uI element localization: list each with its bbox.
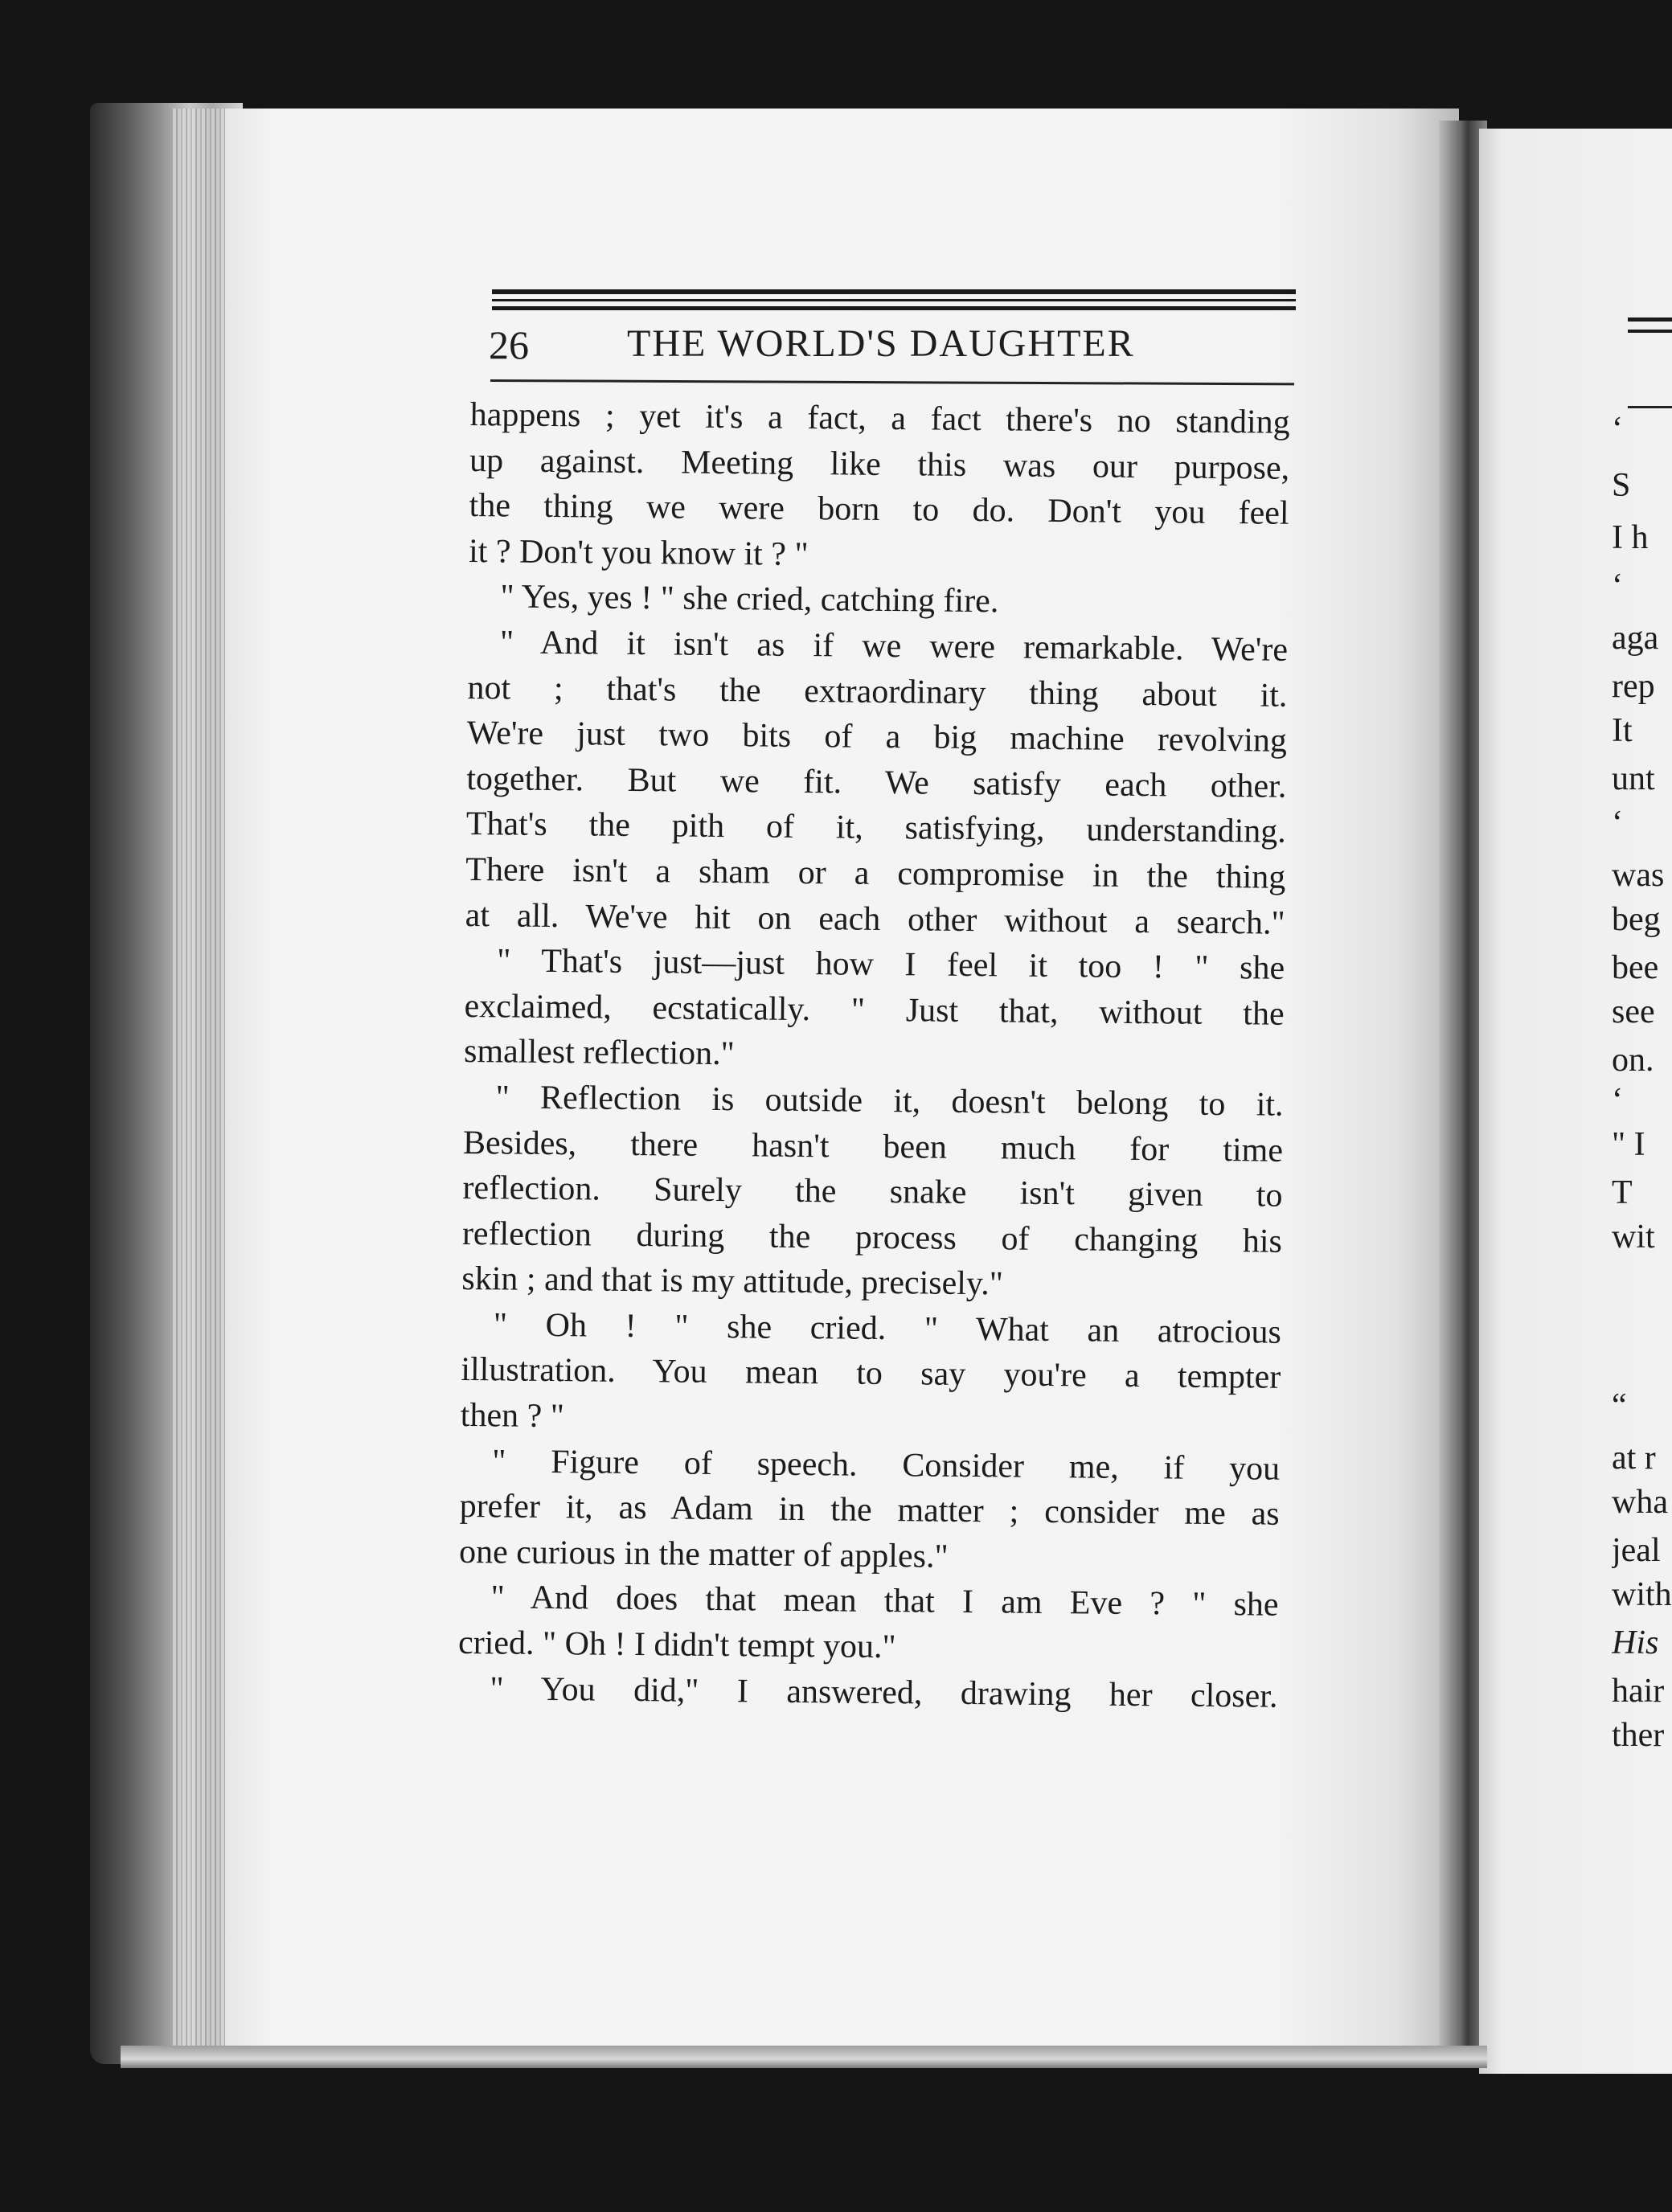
text-line: cried. " Oh ! I didn't tempt you." [457,1624,896,1666]
text-line: reflection during the process of changing his [461,1215,1283,1260]
text-line: reflection. Surely the snake isn't given to [462,1169,1283,1215]
text-line: not ; that's the extraordinary thing about it. [467,669,1288,715]
right-page-fragment: " I [1612,1126,1645,1163]
text-line: " That's just—just how I feel it too ! " she [496,942,1285,987]
right-page-header-rule [1628,330,1672,333]
right-page-fragment: ther [1612,1717,1665,1754]
right-page-fragment: T [1612,1174,1633,1211]
right-page-fragment: at r [1612,1440,1656,1477]
right-page-fragment: wit [1612,1219,1655,1256]
right-page-fragment: ‘ [1612,411,1623,448]
text-line: There isn't a sham or a compromise in the thing [465,850,1286,896]
right-page-fragment: with [1612,1576,1672,1613]
text-line: " Yes, yes ! " she cried, catching fire. [500,578,999,621]
text-line: it ? Don't you know it ? " [468,532,809,573]
text-line: smallest reflection." [463,1033,736,1073]
header-rule [492,299,1296,301]
text-line: That's the pith of it, satisfying, understanding. [465,805,1287,851]
text-line: one curious in the matter of apples." [458,1533,949,1575]
running-head: THE WORLD'S DAUGHTER [627,322,1135,365]
right-page-fragment: bee [1612,949,1659,986]
right-page-fragment: It [1612,712,1633,749]
right-page-fragment: ‘ [1612,805,1623,842]
bottom-page-edge [121,2046,1487,2068]
text-line: prefer it, as Adam in the matter ; consider me as [459,1488,1280,1533]
right-page-fragment: see [1612,993,1655,1030]
right-page-fragment: on. [1612,1042,1654,1079]
text-line: Besides, there hasn't been much for time [462,1124,1284,1169]
page-header [482,322,1302,378]
text-line: " And it isn't as if we were remarkable. We're [499,624,1289,669]
right-page-fragment: “ [1612,1387,1627,1424]
text-line: then ? " [460,1397,565,1436]
text-line: " Figure of speech. Consider me, if you [492,1442,1281,1488]
right-page-header-underline [1628,406,1672,408]
text-line: exclaimed, ecstatically. " Just that, without the [464,987,1285,1033]
body-text [457,392,1290,1719]
right-page-fragment: hair [1612,1673,1665,1710]
right-page-header-rule [1628,317,1672,322]
text-line: the thing we were born to do. Don't you feel [469,487,1289,532]
header-rule [492,306,1296,310]
right-page-fragment: jeal [1612,1532,1661,1569]
text-line: skin ; and that is my attitude, precisely." [461,1260,1004,1303]
page-number: 26 [489,322,529,367]
text-line: together. But we fit. We satisfy each other. [466,760,1287,805]
text-line: happens ; yet it's a fact, a fact there's no standing [469,395,1290,441]
right-page-fragment: unt [1612,760,1655,797]
text-line: " Reflection is outside it, doesn't belong to it. [495,1079,1284,1124]
right-page-fragment: was [1612,857,1665,894]
right-page-fragment: rep [1612,668,1655,705]
right-page-fragment: His [1612,1624,1659,1661]
right-page-fragment: I h [1612,519,1649,556]
right-page-fragment: ‘ [1612,1082,1623,1119]
header-rule [492,289,1296,294]
right-page-fragment: ‘ [1612,567,1623,604]
text-line: at all. We've hit on each other without a search." [465,896,1285,942]
page-edges [173,109,229,2054]
right-page-fragment: beg [1612,901,1661,938]
right-page-fragment: S [1612,467,1631,504]
text-line: illustration. You mean to say you're a tempter [461,1351,1281,1397]
text-line: " You did," I answered, drawing her closer. [490,1669,1278,1715]
right-page-fragment: aga [1612,620,1659,657]
text-line: We're just two bits of a big machine revolving [466,715,1288,760]
text-line: up against. Meeting like this was our purpose, [469,441,1290,487]
right-page-fragment: wha [1612,1484,1668,1521]
text-line: " And does that mean that I am Eve ? " she [490,1579,1279,1624]
text-line: " Oh ! " she cried. " What an atrocious [493,1306,1282,1351]
